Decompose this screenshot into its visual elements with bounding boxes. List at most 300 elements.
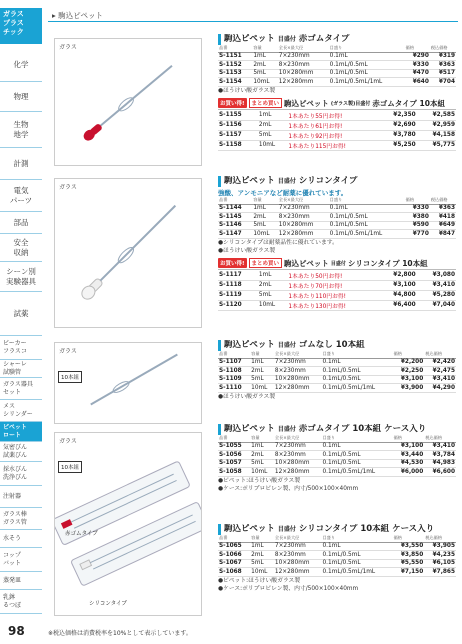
table-cell: ¥290 <box>405 52 430 61</box>
table-cell: 12×280mm <box>278 230 329 239</box>
bulk-sub: (ガラス製)目盛付 <box>330 100 371 107</box>
table-cell: 0.1mL/0.5mL <box>321 551 392 560</box>
table-cell: ¥2,800 <box>377 271 416 281</box>
table-cell: 1mL <box>250 358 274 367</box>
title-sub: 目盛付 <box>277 526 296 533</box>
table-cell: S-1151 <box>218 52 252 61</box>
pipette-red-rubber-illustration <box>55 39 201 165</box>
table-row <box>218 140 456 150</box>
table-cell: ¥3,410 <box>417 280 456 290</box>
title-sub: 目盛付 <box>277 178 296 185</box>
table-cell: ¥330 <box>405 61 430 70</box>
table-row <box>218 221 456 230</box>
table-cell: 8×230mm <box>278 61 329 70</box>
table-cell: 10mL <box>250 568 274 577</box>
title-main: 駒込ピペット <box>224 340 275 350</box>
table-cell: ¥5,775 <box>417 140 456 150</box>
sidebar-item[interactable]: ガラス棒 ガラス管 <box>0 508 42 530</box>
table-cell: ¥470 <box>405 69 430 78</box>
table-cell: ¥319 <box>430 52 456 61</box>
sidebar-header: ガラス プラス チック <box>0 8 42 44</box>
sidebar-item[interactable]: 注射器 <box>0 486 42 508</box>
table-cell: S-1156 <box>218 120 258 130</box>
table-cell: ¥2,690 <box>377 120 416 130</box>
bulk-title: 駒込ピペット <box>284 98 329 108</box>
table-cell: 10×280mm <box>278 221 329 230</box>
table-cell: ¥6,105 <box>424 559 456 568</box>
table-cell: 7×230mm <box>274 442 322 451</box>
bulk-table <box>218 271 456 311</box>
table-cell: 10×280mm <box>274 459 322 468</box>
table-cell: ¥363 <box>430 61 456 70</box>
table-row <box>218 375 456 384</box>
table-cell: ¥3,550 <box>393 542 425 551</box>
note: ●ピペット:ほうけい酸ガラス製 <box>218 577 301 584</box>
table-cell: ¥3,410 <box>424 442 456 451</box>
table-cell: 2mL <box>258 280 287 290</box>
table-header: 価格 <box>393 351 425 358</box>
table-header: 容量 <box>250 351 274 358</box>
section-title <box>218 524 456 535</box>
table-header: 目盛り <box>329 197 405 204</box>
table-cell: S-1147 <box>218 230 252 239</box>
bulk-offer-title <box>218 98 456 110</box>
breadcrumb-label: 駒込ピペット <box>58 11 104 20</box>
table-row <box>218 78 456 87</box>
table-cell: ¥4,158 <box>417 130 456 140</box>
table-header: 全長×最大径 <box>274 535 322 542</box>
table-row <box>218 459 456 468</box>
table-cell: S-1154 <box>218 78 252 87</box>
table-cell: 0.1mL/0.5mL/1mL <box>321 468 392 477</box>
table-cell: ¥6,400 <box>377 300 416 310</box>
table-cell: 1mL <box>252 52 277 61</box>
table-row <box>218 442 456 451</box>
table-cell: 1本あたり55円お得! <box>287 111 377 121</box>
table-header: 品番 <box>218 435 250 442</box>
table-row <box>218 52 456 61</box>
table-cell: ¥5,280 <box>417 290 456 300</box>
table-cell: 10mL <box>252 78 277 87</box>
table-row <box>218 367 456 376</box>
table-cell: ¥363 <box>430 204 456 213</box>
title-main: 駒込ピペット <box>224 34 275 44</box>
table-cell: S-1153 <box>218 69 252 78</box>
title-main: 駒込ピペット <box>224 176 275 186</box>
table-cell: 1本あたり70円お得! <box>287 280 377 290</box>
spec-table <box>218 197 456 239</box>
table-header: 容量 <box>252 197 277 204</box>
deal-badge: お買い得! <box>218 98 247 108</box>
title-type: シリコンタイプ <box>298 176 358 186</box>
sidebar-item[interactable]: 化学 <box>0 48 42 82</box>
note: ●ほうけい酸ガラス製 <box>218 87 276 94</box>
sidebar-item[interactable]: ビーカー フラスコ <box>0 336 42 360</box>
table-cell: ¥7,040 <box>417 300 456 310</box>
note: ●ケース:ポリプロピレン製、内寸/500×100×40mm <box>218 485 359 492</box>
section-title <box>218 176 456 187</box>
table-cell: 0.1mL/0.5mL <box>329 61 405 70</box>
table-row <box>218 111 456 121</box>
table-cell: S-1144 <box>218 204 252 213</box>
table-cell: ¥2,350 <box>377 111 416 121</box>
sidebar-item[interactable]: シャーレ 試験管 <box>0 360 42 378</box>
table-cell: S-1066 <box>218 551 250 560</box>
page-number: 98 <box>8 624 25 638</box>
table-cell: ¥4,800 <box>377 290 416 300</box>
table-cell: ¥7,150 <box>393 568 425 577</box>
title-type: 赤ゴムタイプ <box>298 34 350 44</box>
table-cell: 5mL <box>250 559 274 568</box>
table-row <box>218 61 456 70</box>
table-row <box>218 120 456 130</box>
table-cell: ¥3,780 <box>377 130 416 140</box>
table-cell: ¥3,080 <box>417 271 456 281</box>
table-cell: S-1145 <box>218 213 252 222</box>
table-cell: 0.1mL/0.5mL/1mL <box>321 384 392 393</box>
bulk-sub: 目盛付 <box>330 260 346 267</box>
table-cell: S-1117 <box>218 271 258 281</box>
table-cell: 1mL <box>250 542 274 551</box>
sidebar-item[interactable]: メス シリンダー <box>0 400 42 422</box>
table-cell: 10×280mm <box>274 375 322 384</box>
title-main: 駒込ピペット <box>224 524 275 534</box>
bulk-title: 駒込ピペット <box>284 258 329 268</box>
sidebar-item[interactable]: 電気 パーツ <box>0 180 42 212</box>
table-cell: 0.1mL/0.5mL <box>321 451 392 460</box>
sidebar-item[interactable]: 水そう <box>0 530 42 548</box>
title-main: 駒込ピペット <box>224 424 275 434</box>
bulk-badge: まとめ買い <box>249 98 283 108</box>
table-row <box>218 204 456 213</box>
table-cell: ¥6,600 <box>424 468 456 477</box>
note: ●ほうけい酸ガラス製 <box>218 247 276 254</box>
table-cell: 0.1mL <box>329 52 405 61</box>
table-row <box>218 290 456 300</box>
title-type: シリコンタイプ 10本組 ケース入り <box>298 524 435 534</box>
table-cell: ¥3,100 <box>377 280 416 290</box>
table-cell: 0.1mL/0.5mL <box>329 213 405 222</box>
table-cell: 12×280mm <box>278 78 329 87</box>
table-cell: 1mL <box>252 204 277 213</box>
table-cell: 10×280mm <box>274 559 322 568</box>
note: ●ピペット:ほうけい酸ガラス製 <box>218 477 301 484</box>
table-cell: 1本あたり110円お得! <box>287 290 377 300</box>
table-cell: ¥2,250 <box>393 367 425 376</box>
table-cell: 2mL <box>252 61 277 70</box>
product-section <box>218 340 456 401</box>
table-cell: ¥640 <box>405 78 430 87</box>
pipette-no-rubber-illustration <box>55 343 201 423</box>
section-subtitle: 強酸、アンモニアなど耐薬に優れています。 <box>218 189 348 197</box>
breadcrumb: ▸ 駒込ピペット <box>52 11 104 20</box>
table-header: 税込価格 <box>430 45 456 52</box>
sidebar-item[interactable]: ピペット ロート <box>0 422 42 442</box>
title-sub: 目盛付 <box>277 36 296 43</box>
table-header: 価格 <box>405 45 430 52</box>
table-header: 全長×最大径 <box>278 197 329 204</box>
table-header: 目盛り <box>321 435 392 442</box>
sidebar-item[interactable]: ガラス器具 セット <box>0 378 42 400</box>
note: ●ケース:ポリプロピレン製、内寸/500×100×40mm <box>218 585 359 592</box>
table-cell: 2mL <box>258 120 287 130</box>
set-tag: 10本組 <box>58 371 82 383</box>
table-row <box>218 568 456 577</box>
table-cell: ¥3,784 <box>424 451 456 460</box>
table-row <box>218 542 456 551</box>
table-cell: S-1108 <box>218 367 250 376</box>
table-cell: ¥5,550 <box>393 559 425 568</box>
spec-table <box>218 535 456 577</box>
table-cell: ¥590 <box>405 221 430 230</box>
material-tag: ガラス <box>59 348 77 355</box>
table-cell: ¥4,530 <box>393 459 425 468</box>
section-title <box>218 424 456 435</box>
sidebar-item[interactable]: 試薬 <box>0 292 42 336</box>
table-cell: 5mL <box>250 459 274 468</box>
table-cell: ¥517 <box>430 69 456 78</box>
table-cell: 12×280mm <box>274 568 322 577</box>
table-cell: ¥3,100 <box>393 375 425 384</box>
table-cell: 8×230mm <box>278 213 329 222</box>
spec-table <box>218 435 456 477</box>
sidebar-item[interactable]: 採水びん 洗浄びん <box>0 462 42 486</box>
table-header: 品番 <box>218 197 252 204</box>
table-cell: ¥2,959 <box>417 120 456 130</box>
table-cell: S-1109 <box>218 375 250 384</box>
table-cell: 1本あたり50円お得! <box>287 271 377 281</box>
table-cell: ¥3,410 <box>424 375 456 384</box>
product-image-case <box>54 432 202 616</box>
table-cell: ¥2,420 <box>424 358 456 367</box>
table-cell: 8×230mm <box>274 451 322 460</box>
title-type: 赤ゴムタイプ 10本組 ケース入り <box>298 424 427 434</box>
table-cell: S-1065 <box>218 542 250 551</box>
table-cell: S-1155 <box>218 111 258 121</box>
table-cell: S-1110 <box>218 384 250 393</box>
sidebar-item[interactable]: 乳鉢 るつぼ <box>0 590 42 614</box>
table-cell: ¥7,865 <box>424 568 456 577</box>
table-cell: ¥4,983 <box>424 459 456 468</box>
table-header: 目盛り <box>329 45 405 52</box>
table-cell: 1mL <box>258 271 287 281</box>
table-cell: S-1058 <box>218 468 250 477</box>
sidebar-item[interactable]: シーン別 実験器具 <box>0 262 42 292</box>
table-cell: 1本あたり92円お得! <box>287 130 377 140</box>
table-cell: 12×280mm <box>274 468 322 477</box>
table-cell: S-1119 <box>218 290 258 300</box>
table-cell: 5mL <box>252 221 277 230</box>
table-header: 容量 <box>252 45 277 52</box>
table-header: 価格 <box>393 535 425 542</box>
material-tag: ガラス <box>59 44 77 51</box>
table-cell: 0.1mL/0.5mL <box>321 367 392 376</box>
pipette-silicone-illustration <box>55 179 201 327</box>
table-cell: S-1056 <box>218 451 250 460</box>
table-cell: 8×230mm <box>274 367 322 376</box>
table-cell: ¥4,290 <box>424 384 456 393</box>
material-tag: ガラス <box>59 438 77 445</box>
table-cell: 1mL <box>258 111 287 121</box>
table-cell: 0.1mL/0.5mL <box>321 375 392 384</box>
table-cell: ¥6,000 <box>393 468 425 477</box>
table-cell: ¥649 <box>430 221 456 230</box>
table-cell: 7×230mm <box>274 358 322 367</box>
table-row <box>218 271 456 281</box>
note: ●シリコンタイプは耐薬品性に優れています。 <box>218 239 338 246</box>
table-row <box>218 230 456 239</box>
sidebar-item[interactable]: 生物 地学 <box>0 112 42 148</box>
table-cell: ¥380 <box>405 213 430 222</box>
table-header: 容量 <box>250 435 274 442</box>
table-cell: S-1055 <box>218 442 250 451</box>
table-cell: ¥5,250 <box>377 140 416 150</box>
table-header: 全長×最大径 <box>278 45 329 52</box>
product-image-silicone <box>54 178 202 328</box>
table-cell: 1本あたり115円お得! <box>287 140 377 150</box>
sidebar-item[interactable]: 物理 <box>0 82 42 112</box>
material-tag: ガラス <box>59 184 77 191</box>
table-cell: 2mL <box>250 551 274 560</box>
table-cell: ¥847 <box>430 230 456 239</box>
table-header: 品番 <box>218 351 250 358</box>
table-cell: S-1107 <box>218 358 250 367</box>
table-row <box>218 468 456 477</box>
table-cell: S-1118 <box>218 280 258 290</box>
product-section <box>218 424 456 493</box>
table-cell: 7×230mm <box>274 542 322 551</box>
table-cell: 10mL <box>252 230 277 239</box>
table-cell: S-1146 <box>218 221 252 230</box>
table-cell: 0.1mL <box>321 542 392 551</box>
title-sub: 目盛付 <box>277 426 296 433</box>
table-cell: 2mL <box>252 213 277 222</box>
title-type: ゴムなし 10本組 <box>298 340 365 350</box>
table-header: 税込価格 <box>424 435 456 442</box>
table-cell: 0.1mL/0.5mL <box>321 559 392 568</box>
table-header: 税込価格 <box>424 351 456 358</box>
table-row <box>218 451 456 460</box>
table-cell: 7×230mm <box>278 52 329 61</box>
table-cell: 10mL <box>258 300 287 310</box>
table-cell: 10mL <box>250 468 274 477</box>
product-image-no-rubber <box>54 342 202 424</box>
table-header: 全長×最大径 <box>274 435 322 442</box>
table-cell: S-1067 <box>218 559 250 568</box>
table-cell: ¥4,235 <box>424 551 456 560</box>
table-cell: 0.1mL/0.5mL/1mL <box>321 568 392 577</box>
table-cell: 5mL <box>258 290 287 300</box>
bulk-title-type: シリコンタイプ 10本組 <box>347 258 428 268</box>
product-image-red-rubber <box>54 38 202 166</box>
table-row <box>218 280 456 290</box>
table-cell: 5mL <box>252 69 277 78</box>
section-title <box>218 340 456 351</box>
table-cell: ¥418 <box>430 213 456 222</box>
table-row <box>218 69 456 78</box>
spec-table <box>218 351 456 393</box>
table-cell: 0.1mL/0.5mL/1mL <box>329 78 405 87</box>
table-cell: 10mL <box>250 384 274 393</box>
sidebar-item[interactable]: 部品 <box>0 212 42 234</box>
table-header: 品番 <box>218 535 250 542</box>
tax-note: ※税込価格は消費税率を10%として表示しています。 <box>48 630 192 637</box>
table-header: 税込価格 <box>430 197 456 204</box>
table-cell: ¥2,200 <box>393 358 425 367</box>
bulk-title-type: 赤ゴムタイプ 10本組 <box>372 98 445 108</box>
table-cell: ¥3,850 <box>393 551 425 560</box>
table-cell: 0.1mL <box>321 358 392 367</box>
product-section <box>218 176 456 311</box>
table-cell: 1本あたり130円お得! <box>287 300 377 310</box>
table-cell: 1mL <box>250 442 274 451</box>
sidebar-item[interactable]: 安全 収納 <box>0 234 42 262</box>
bulk-badge: まとめ買い <box>249 258 283 268</box>
table-row <box>218 559 456 568</box>
table-cell: 1本あたり61円お得! <box>287 120 377 130</box>
table-cell: 8×230mm <box>274 551 322 560</box>
table-cell: S-1057 <box>218 459 250 468</box>
note: ●ほうけい酸ガラス製 <box>218 393 276 400</box>
sidebar <box>0 0 42 644</box>
table-cell: S-1120 <box>218 300 258 310</box>
table-row <box>218 130 456 140</box>
table-row <box>218 384 456 393</box>
bulk-table <box>218 111 456 151</box>
table-cell: 0.1mL/0.5mL <box>321 459 392 468</box>
set-tag: 10本組 <box>58 461 82 473</box>
table-cell: 10×280mm <box>278 69 329 78</box>
table-cell: ¥704 <box>430 78 456 87</box>
table-cell: 0.1mL/0.5mL <box>329 221 405 230</box>
table-cell: 0.1mL/0.5mL <box>329 69 405 78</box>
table-cell: 2mL <box>250 367 274 376</box>
table-header: 容量 <box>250 535 274 542</box>
table-cell: 0.1mL/0.5mL/1mL <box>329 230 405 239</box>
table-cell: ¥330 <box>405 204 430 213</box>
table-header: 目盛り <box>321 535 392 542</box>
table-cell: ¥770 <box>405 230 430 239</box>
table-cell: 12×280mm <box>274 384 322 393</box>
title-sub: 目盛付 <box>277 342 296 349</box>
sidebar-item[interactable]: 気密びん 試薬びん <box>0 442 42 462</box>
table-cell: 5mL <box>258 130 287 140</box>
table-cell: ¥3,905 <box>424 542 456 551</box>
table-cell: ¥2,585 <box>417 111 456 121</box>
table-row <box>218 213 456 222</box>
section-title <box>218 34 456 45</box>
product-section <box>218 524 456 593</box>
table-cell: 10mL <box>258 140 287 150</box>
sidebar-item[interactable]: コップ バット <box>0 548 42 572</box>
table-cell: S-1068 <box>218 568 250 577</box>
case-label-silicone: シリコンタイプ <box>89 601 127 607</box>
sidebar-item[interactable]: 蒸発皿 <box>0 572 42 590</box>
table-cell: S-1157 <box>218 130 258 140</box>
header-divider <box>48 21 458 22</box>
table-header: 品番 <box>218 45 252 52</box>
table-header: 価格 <box>405 197 430 204</box>
sidebar-item[interactable]: 計測 <box>0 148 42 180</box>
table-cell: ¥2,475 <box>424 367 456 376</box>
table-header: 目盛り <box>321 351 392 358</box>
product-section <box>218 34 456 151</box>
table-cell: 0.1mL <box>329 204 405 213</box>
table-cell: 7×230mm <box>278 204 329 213</box>
deal-badge: お買い得! <box>218 258 247 268</box>
table-header: 価格 <box>393 435 425 442</box>
table-cell: 5mL <box>250 375 274 384</box>
